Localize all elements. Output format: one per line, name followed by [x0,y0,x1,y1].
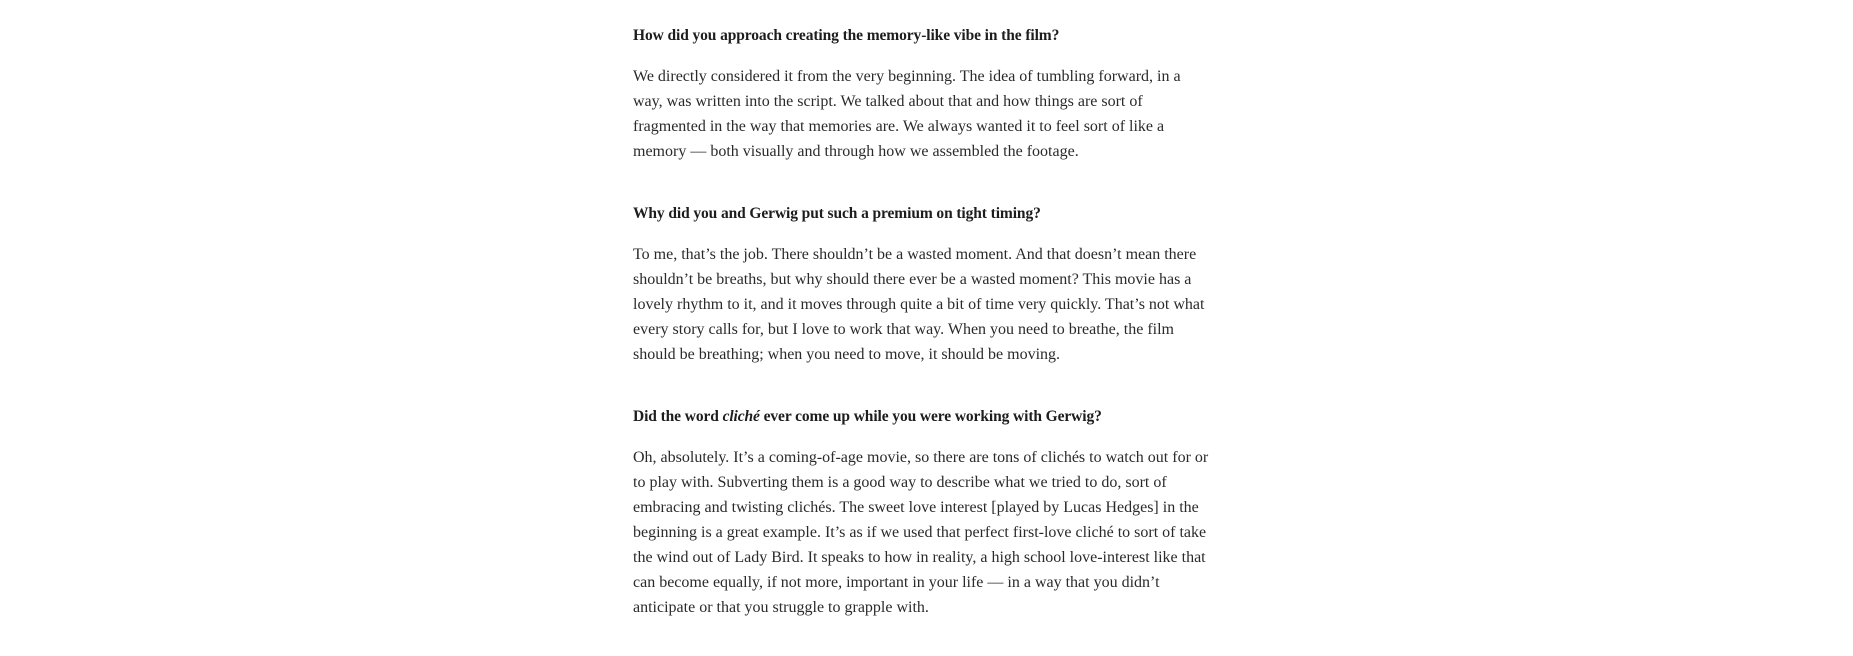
answer-line: beginning is a great example. It’s as if we used that perfect first-love cliché to sort of take [633,524,1207,541]
question-heading: Did the word cliché ever come up while you were working with Gerwig? [633,408,1102,425]
article-body [633,25,1233,620]
answer-line: every story calls for, but I love to work that way. When you need to breathe, the film [633,321,1174,338]
answer-line: to play with. Subverting them is a good way to describe what we tried to do, sort of [633,474,1167,491]
answer-line: way, was written into the script. We talked about that and how things are sort of [633,93,1143,110]
question-heading: How did you approach creating the memory-like vibe in the film? [633,27,1060,44]
answer-line: should be breathing; when you need to move, it should be moving. [633,346,1061,363]
qa-section-2 [633,203,1233,367]
answer-line: To me, that’s the job. There shouldn’t be a wasted moment. And that doesn’t mean there [633,246,1197,263]
answer-paragraph [633,242,1233,367]
answer-paragraph [633,445,1233,620]
answer-line: shouldn’t be breaths, but why should there ever be a wasted moment? This movie has a [633,271,1192,288]
answer-line: anticipate or that you struggle to grapple with. [633,599,929,616]
answer-line: embracing and twisting clichés. The sweet love interest [played by Lucas Hedges] in the [633,499,1199,516]
answer-line: fragmented in the way that memories are. We always wanted it to feel sort of like a [633,118,1165,135]
answer-line: memory — both visually and through how we assembled the footage. [633,143,1079,160]
qa-section-3 [633,406,1233,620]
emphasized-word: cliché [722,408,760,425]
answer-paragraph [633,64,1233,164]
answer-line: the wind out of Lady Bird. It speaks to how in reality, a high school love-interest like that [633,549,1206,566]
answer-line: can become equally, if not more, important in your life — in a way that you didn’t [633,574,1160,591]
answer-line: Oh, absolutely. It’s a coming-of-age movie, so there are tons of clichés to watch out for or [633,449,1209,466]
question-heading: Why did you and Gerwig put such a premium on tight timing? [633,205,1041,222]
answer-line: We directly considered it from the very beginning. The idea of tumbling forward, in a [633,68,1181,85]
qa-section-1 [633,25,1233,164]
answer-line: lovely rhythm to it, and it moves through quite a bit of time very quickly. That’s not what [633,296,1205,313]
